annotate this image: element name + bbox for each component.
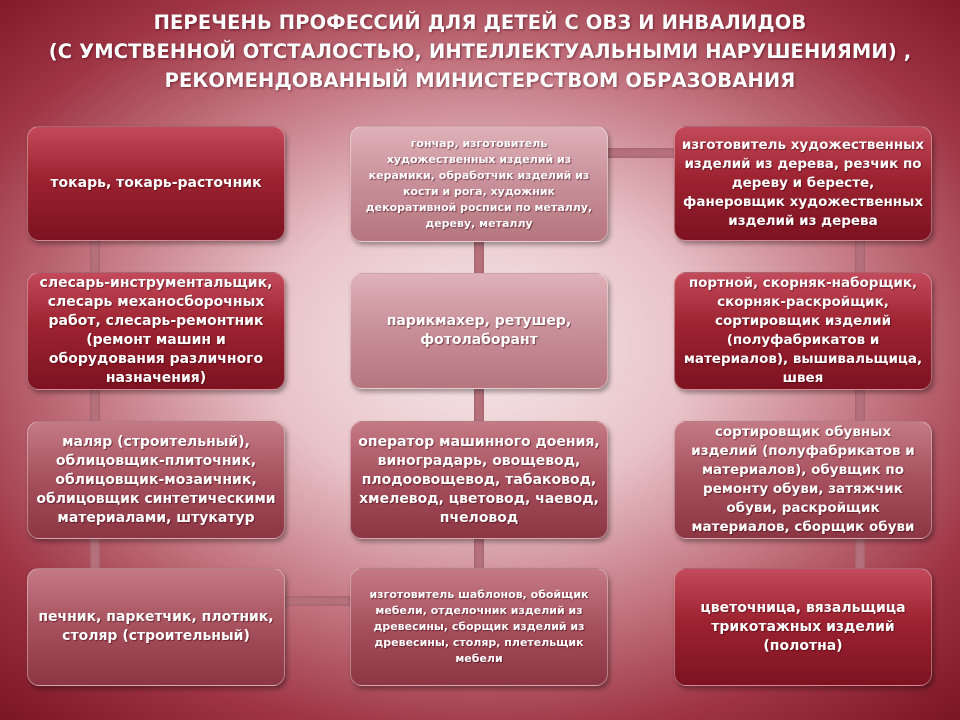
profession-box-left-2	[27, 272, 285, 390]
profession-text: портной, скорняк-наборщик, скорняк-раскройщик, сортировщик изделий (полуфабрикатов и материалов), вышивальщица, швея	[683, 275, 923, 386]
connector-top-middle-right	[605, 148, 675, 158]
profession-box-middle-2	[350, 273, 608, 389]
title-line-2: (С УМСТВЕННОЙ ОТСТАЛОСТЬЮ, ИНТЕЛЛЕКТУАЛЬНЫМИ НАРУШЕНИЯМИ) ,	[48, 40, 912, 63]
profession-box-right-2	[674, 272, 932, 390]
profession-text: маляр (строительный), облицовщик-плиточник, облицовщик-мозаичник, облицовщик синтетическими материалами, штукатур	[36, 433, 276, 526]
profession-box-middle-3	[350, 421, 608, 539]
profession-box-right-3	[674, 421, 932, 539]
connector-bottom-left-middle	[284, 596, 350, 606]
profession-text: парикмахер, ретушер, фотолаборант	[386, 313, 572, 348]
profession-text: сортировщик обувных изделий (полуфабрикатов и материалов), обувщик по ремонту обуви, затяжчик обуви, раскройщик материалов, сборщик обуви	[691, 424, 915, 535]
profession-box-right-1	[674, 126, 932, 241]
profession-box-right-4	[674, 568, 932, 686]
profession-text: печник, паркетчик, плотник, столяр (строительный)	[38, 609, 274, 644]
profession-box-left-3	[27, 421, 285, 539]
profession-text: слесарь-инструментальщик, слесарь механосборочных работ, слесарь-ремонтник (ремонт машин и оборудования различного назначения)	[39, 275, 273, 386]
profession-text: токарь, токарь-расточник	[50, 175, 262, 191]
title-line-1: ПЕРЕЧЕНЬ ПРОФЕССИЙ ДЛЯ ДЕТЕЙ С ОВЗ И ИНВАЛИДОВ	[153, 11, 807, 34]
title-line-3: РЕКОМЕНДОВАННЫЙ МИНИСТЕРСТВОМ ОБРАЗОВАНИЯ	[164, 69, 796, 92]
profession-text: оператор машинного доения, виноградарь, овощевод, плодоовощевод, табаковод, хмелевод, цветовод, чаевод, пчеловод	[358, 433, 600, 526]
profession-box-middle-4	[350, 568, 608, 686]
profession-box-left-4	[27, 568, 285, 686]
profession-text: изготовитель художественных изделий из дерева, резчик по дереву и бересте, фанеровщик художественных изделий из дерева	[681, 137, 925, 229]
profession-text: изготовитель шаблонов, обойщик мебели, отделочник изделий из древесины, сборщик изделий из древесины, столяр, плетельщик мебели	[369, 588, 589, 665]
profession-text: гончар, изготовитель художественных изделий из керамики, обработчик изделий из кости и рога, художник декоративной росписи по металлу, дереву, металлу	[365, 137, 593, 230]
slide-title	[0, 8, 960, 95]
profession-box-middle-1	[350, 126, 608, 242]
profession-box-left-1	[27, 126, 285, 241]
profession-text: цветочница, вязальщица трикотажных изделий (полотна)	[700, 599, 906, 654]
